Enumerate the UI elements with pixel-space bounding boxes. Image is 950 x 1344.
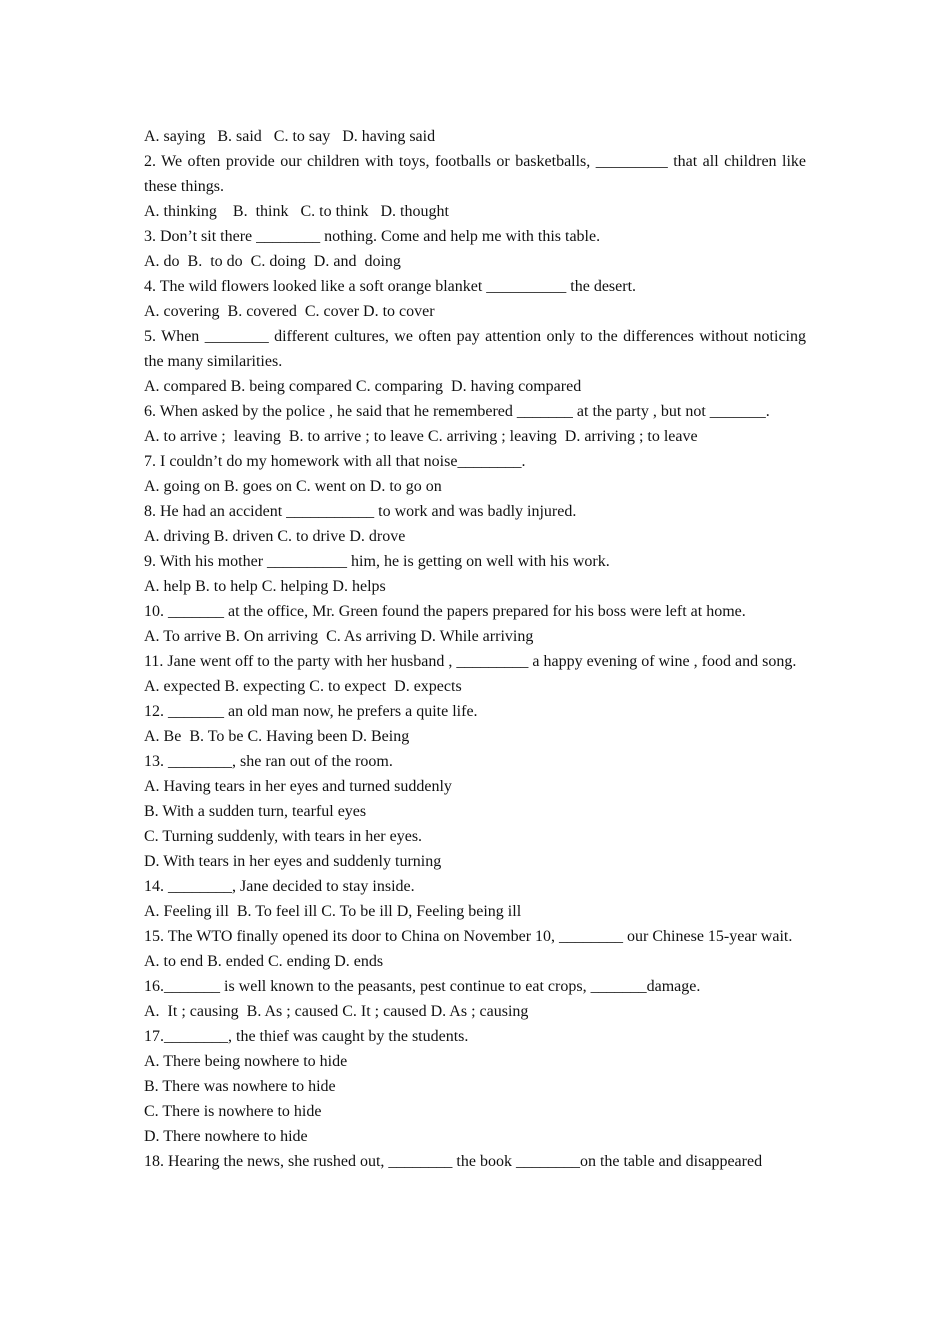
- text-line: A. covering B. covered C. cover D. to cover: [144, 303, 435, 320]
- document-page: [144, 124, 806, 1174]
- text-line: A. saying B. said C. to say D. having said: [144, 128, 436, 145]
- text-line: A. going on B. goes on C. went on D. to go on: [144, 478, 442, 495]
- text-line: A. It ; causing B. As ; caused C. It ; caused D. As ; causing: [144, 1003, 529, 1020]
- text-line: 8. He had an accident ___________ to work and was badly injured.: [144, 503, 577, 520]
- text-line: C. There is nowhere to hide: [144, 1103, 322, 1120]
- text-line: 4. The wild flowers looked like a soft orange blanket __________ the desert.: [144, 278, 637, 295]
- text-line: 13. ________, she ran out of the room.: [144, 753, 393, 770]
- text-line: 12. _______ an old man now, he prefers a quite life.: [144, 703, 478, 720]
- text-line: A. driving B. driven C. to drive D. drove: [144, 528, 406, 545]
- text-line: B. There was nowhere to hide: [144, 1078, 336, 1095]
- question-paragraph: 11. Jane went off to the party with her husband , _________ a happy evening of wine , food and song.: [144, 653, 797, 670]
- text-line: A. help B. to help C. helping D. helps: [144, 578, 386, 595]
- text-line: 17.________, the thief was caught by the students.: [144, 1028, 469, 1045]
- text-line: A. to end B. ended C. ending D. ends: [144, 953, 384, 970]
- question-paragraph: 5. When ________ different cultures, we often pay attention only to the differences without noticing the many similarities.: [144, 328, 806, 370]
- text-line: 7. I couldn’t do my homework with all that noise________.: [144, 453, 526, 470]
- question-paragraph: 2. We often provide our children with toys, footballs or basketballs, _________ that all children like these things.: [144, 153, 806, 195]
- text-line: C. Turning suddenly, with tears in her eyes.: [144, 828, 423, 845]
- text-line: D. With tears in her eyes and suddenly turning: [144, 853, 442, 870]
- text-line: 16._______ is well known to the peasants, pest continue to eat crops, _______damage.: [144, 978, 701, 995]
- text-line: A. Having tears in her eyes and turned suddenly: [144, 778, 452, 795]
- text-line: B. With a sudden turn, tearful eyes: [144, 803, 367, 820]
- text-line: 6. When asked by the police , he said that he remembered _______ at the party , but not _______.: [144, 403, 770, 420]
- text-line: A. to arrive ; leaving B. to arrive ; to leave C. arriving ; leaving D. arriving ; to leave: [144, 428, 698, 445]
- text-line: A. Be B. To be C. Having been D. Being: [144, 728, 410, 745]
- text-line: D. There nowhere to hide: [144, 1128, 308, 1145]
- text-line: A. do B. to do C. doing D. and doing: [144, 253, 401, 270]
- text-line: 3. Don’t sit there ________ nothing. Come and help me with this table.: [144, 228, 601, 245]
- question-paragraph: 15. The WTO finally opened its door to China on November 10, ________ our Chinese 15-year wait.: [144, 928, 793, 945]
- text-line: 10. _______ at the office, Mr. Green found the papers prepared for his boss were left at home.: [144, 603, 746, 620]
- text-line: A. expected B. expecting C. to expect D. expects: [144, 678, 462, 695]
- question-paragraph: 18. Hearing the news, she rushed out, ________ the book ________on the table and disappeared: [144, 1153, 763, 1170]
- text-line: 9. With his mother __________ him, he is getting on well with his work.: [144, 553, 610, 570]
- text-line: A. compared B. being compared C. comparing D. having compared: [144, 378, 582, 395]
- text-line: A. Feeling ill B. To feel ill C. To be ill D, Feeling being ill: [144, 903, 522, 920]
- text-line: 14. ________, Jane decided to stay inside.: [144, 878, 415, 895]
- text-line: A. thinking B. think C. to think D. thought: [144, 203, 449, 220]
- text-line: A. There being nowhere to hide: [144, 1053, 348, 1070]
- text-line: A. To arrive B. On arriving C. As arriving D. While arriving: [144, 628, 534, 645]
